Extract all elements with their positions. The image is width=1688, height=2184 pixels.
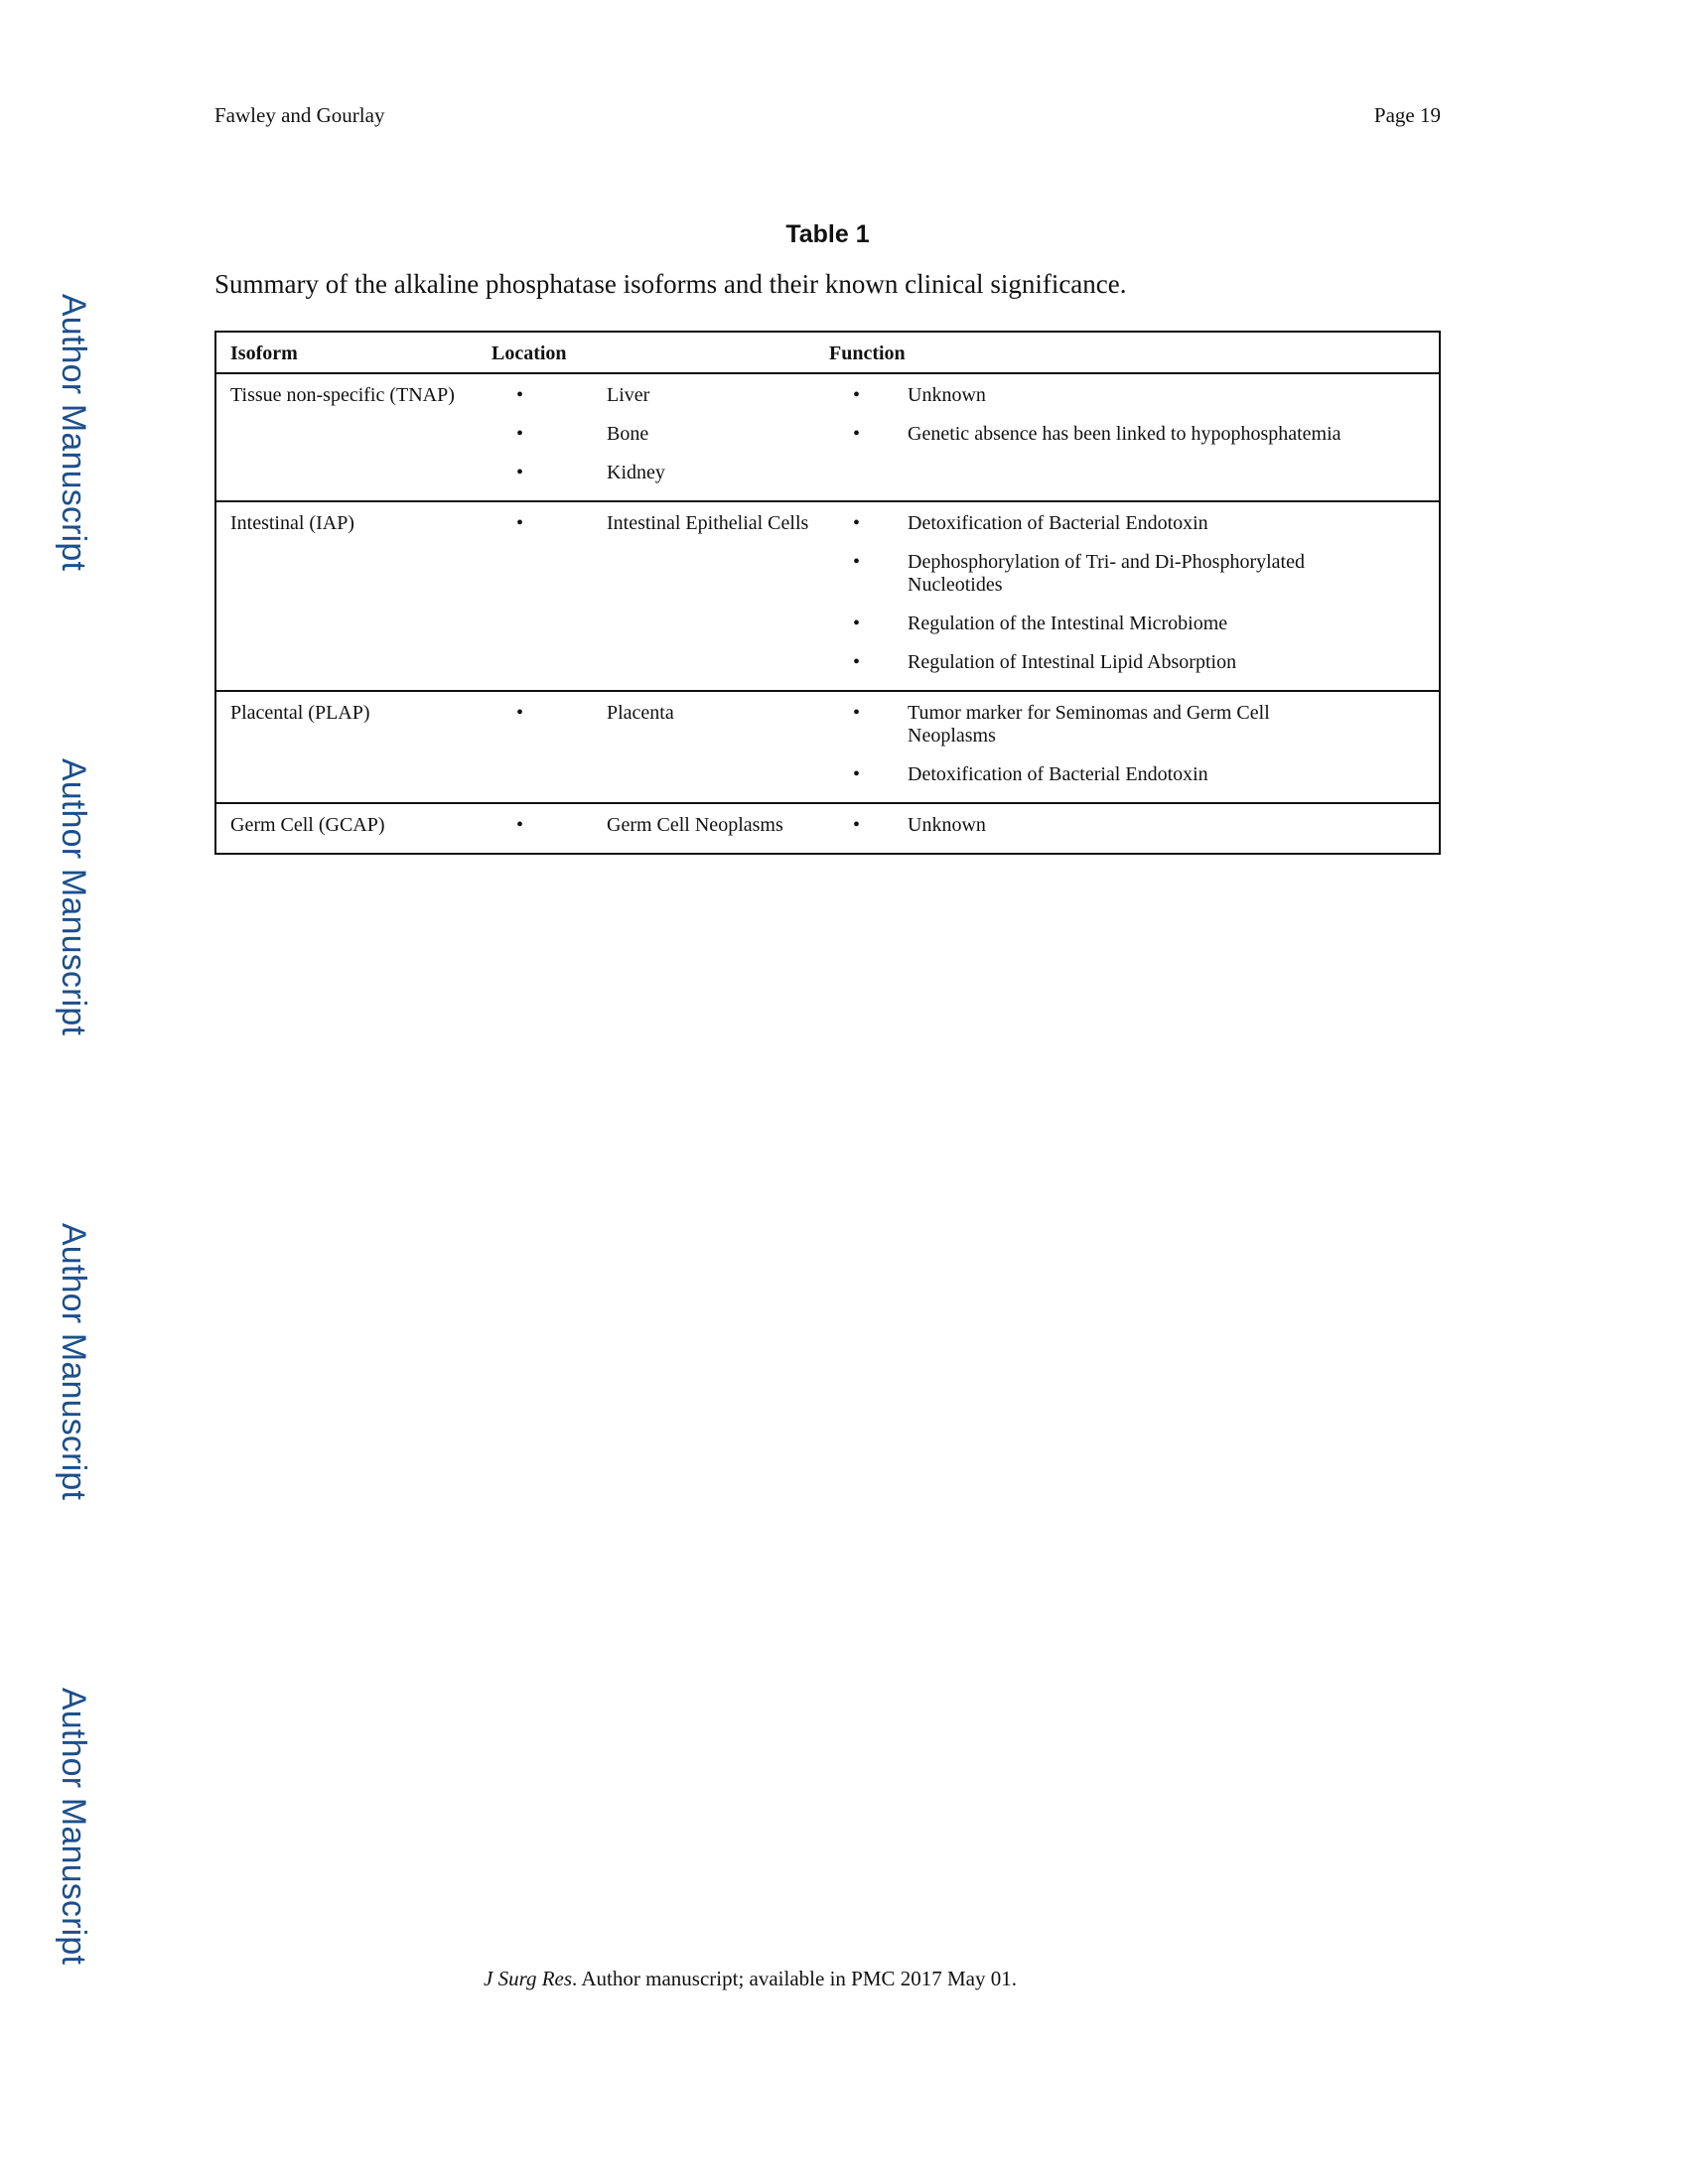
isoform-cell: Germ Cell (GCAP) <box>230 814 385 836</box>
bullet-icon: • <box>853 763 861 785</box>
location-text: Liver <box>607 384 650 406</box>
location-cell <box>514 702 851 802</box>
location-cell <box>514 512 851 690</box>
location-text: Germ Cell Neoplasms <box>607 814 783 836</box>
bullet-icon: • <box>853 423 861 445</box>
citation-text: . Author manuscript; available in PMC 2017 May 01. <box>572 1967 1017 1990</box>
location-text: Kidney <box>607 462 665 483</box>
side-label-text: Author Manuscript <box>55 757 93 1035</box>
list-item <box>514 423 851 446</box>
table-row <box>216 692 1439 804</box>
function-text: Detoxification of Bacterial Endotoxin <box>908 763 1208 785</box>
side-label-author-manuscript <box>52 288 95 576</box>
bullet-icon: • <box>853 702 861 724</box>
side-label-text: Author Manuscript <box>55 1687 93 1965</box>
function-cell <box>851 814 1439 853</box>
running-head-authors: Fawley and Gourlay <box>214 103 385 127</box>
list-item <box>851 651 1439 674</box>
table-caption: Summary of the alkaline phosphatase isoforms and their known clinical significance. <box>214 269 1127 299</box>
side-label-author-manuscript <box>52 752 95 1040</box>
function-cell <box>851 702 1439 802</box>
isoform-cell: Tissue non-specific (TNAP) <box>230 384 455 406</box>
list-item <box>514 702 851 725</box>
list-item <box>851 763 1439 786</box>
table-header-row <box>216 333 1439 374</box>
bullet-icon: • <box>516 512 524 534</box>
location-cell <box>514 814 851 853</box>
bullet-icon: • <box>853 651 861 673</box>
bullet-icon: • <box>853 613 861 634</box>
column-header-function: Function <box>829 342 906 364</box>
function-text: Tumor marker for Seminomas and Germ Cell Neoplasms <box>908 702 1270 747</box>
page-number: Page 19 <box>1373 103 1441 127</box>
bullet-icon: • <box>516 814 524 836</box>
bullet-icon: • <box>516 462 524 483</box>
location-text: Placenta <box>607 702 674 724</box>
isoform-cell: Intestinal (IAP) <box>230 512 354 534</box>
function-text: Dephosphorylation of Tri- and Di-Phosphorylated Nucleotides <box>908 551 1305 596</box>
bullet-icon: • <box>516 384 524 406</box>
list-item <box>851 702 1439 748</box>
bullet-icon: • <box>853 551 861 573</box>
function-cell <box>851 512 1439 690</box>
isoform-cell: Placental (PLAP) <box>230 702 370 724</box>
footer-citation <box>484 1967 1017 1991</box>
list-item <box>514 384 851 407</box>
side-label-author-manuscript <box>52 1217 95 1505</box>
side-label-author-manuscript <box>52 1682 95 1970</box>
function-text: Regulation of the Intestinal Microbiome <box>908 613 1228 634</box>
column-header-isoform: Isoform <box>230 342 298 364</box>
function-text: Unknown <box>908 384 986 406</box>
list-item <box>851 613 1439 635</box>
location-text: Intestinal Epithelial Cells <box>607 512 809 534</box>
bullet-icon: • <box>853 814 861 836</box>
list-item <box>851 512 1439 535</box>
location-cell <box>514 384 851 500</box>
list-item <box>851 551 1439 597</box>
bullet-icon: • <box>516 423 524 445</box>
side-label-text: Author Manuscript <box>55 293 93 571</box>
function-text: Unknown <box>908 814 986 836</box>
location-text: Bone <box>607 423 649 445</box>
isoform-table <box>214 331 1441 855</box>
list-item <box>514 462 851 484</box>
function-text: Detoxification of Bacterial Endotoxin <box>908 512 1208 534</box>
list-item <box>514 512 851 535</box>
table-row <box>216 374 1439 502</box>
bullet-icon: • <box>516 702 524 724</box>
list-item <box>851 384 1439 407</box>
bullet-icon: • <box>853 512 861 534</box>
column-header-location: Location <box>492 342 567 364</box>
function-text: Genetic absence has been linked to hypophosphatemia <box>908 423 1341 445</box>
list-item <box>851 814 1439 837</box>
table-title: Table 1 <box>785 220 870 248</box>
list-item <box>514 814 851 837</box>
function-cell <box>851 384 1439 500</box>
side-label-text: Author Manuscript <box>55 1222 93 1500</box>
table-row <box>216 804 1439 853</box>
table-row <box>216 502 1439 692</box>
bullet-icon: • <box>853 384 861 406</box>
list-item <box>851 423 1439 446</box>
function-text: Regulation of Intestinal Lipid Absorption <box>908 651 1237 673</box>
journal-name: J Surg Res <box>484 1967 573 1990</box>
